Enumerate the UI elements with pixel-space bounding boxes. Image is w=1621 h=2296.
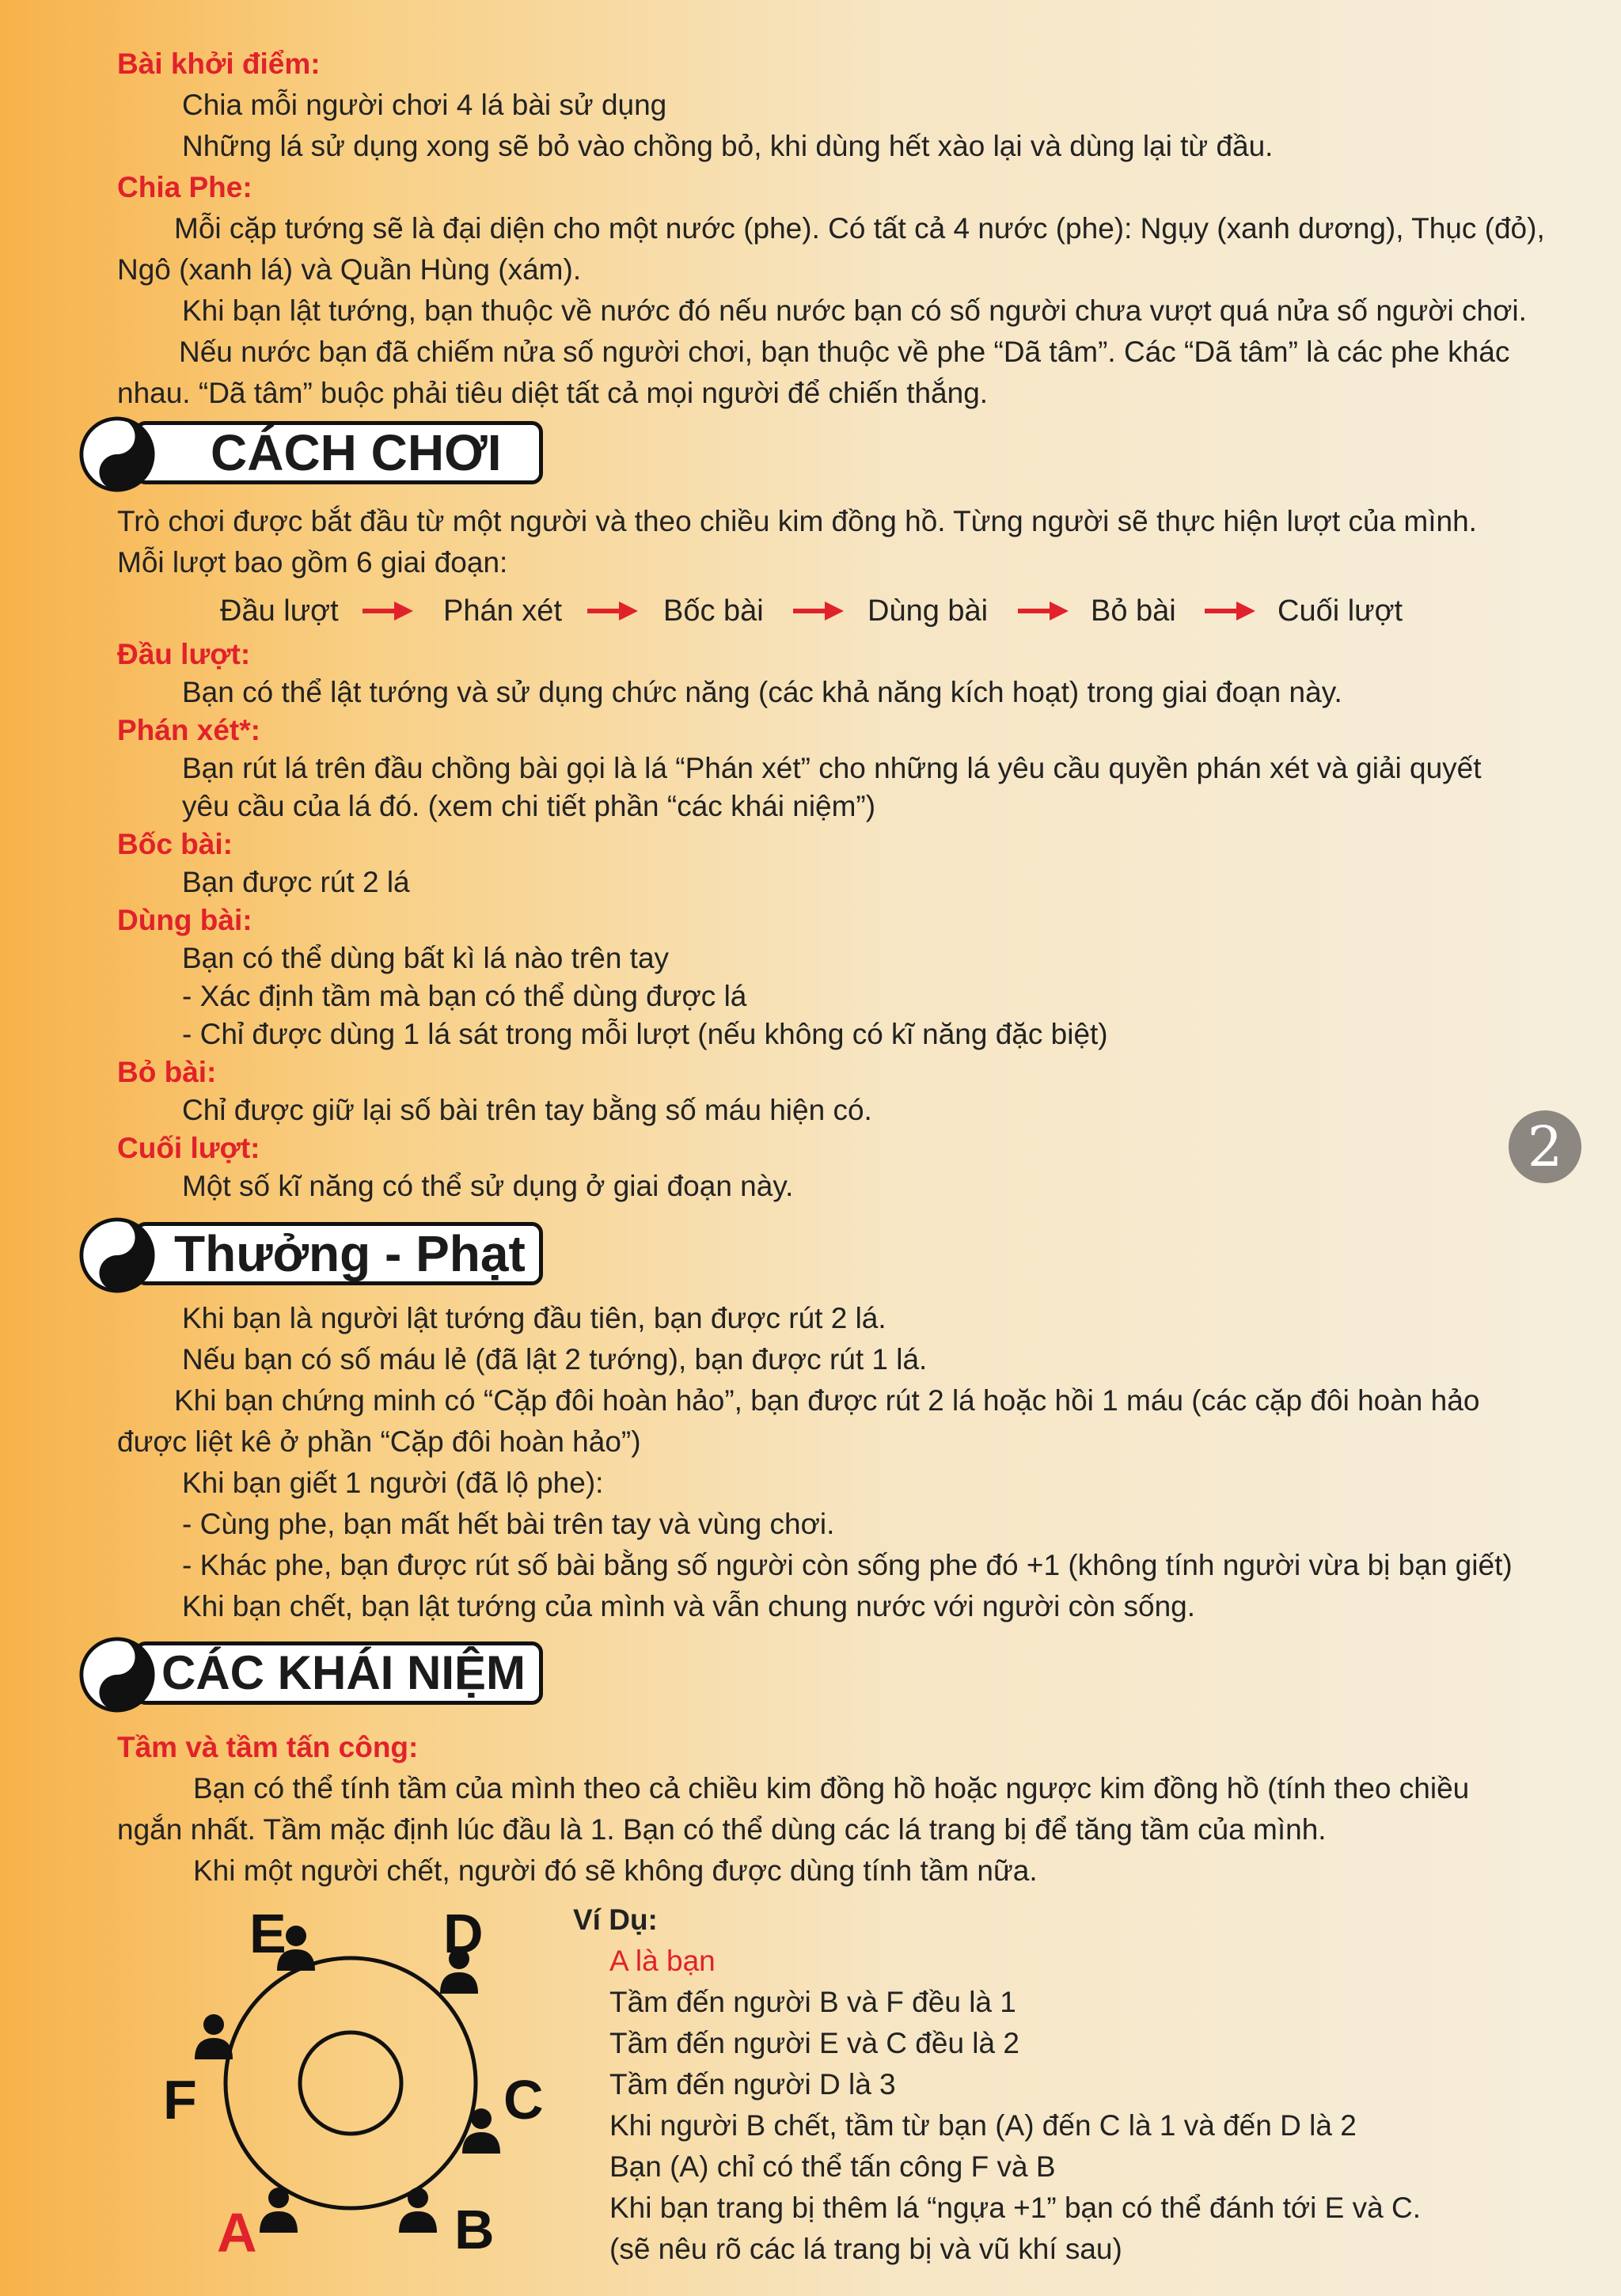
arrow-right-icon <box>1018 602 1069 620</box>
range-p1a: Bạn có thể tính tầm của mình theo cả chiều kim đồng hồ hoặc ngược kim đồng hồ (tính theo chiều <box>193 1772 1470 1805</box>
section-header-concepts <box>79 1637 543 1710</box>
start-line-2: Những lá sử dụng xong sẽ bỏ vào chồng bỏ, khi dùng hết xào lại và dùng lại từ đầu. <box>182 130 1274 162</box>
page-number-badge: 2 <box>1509 1110 1581 1183</box>
reward-penalty-section <box>117 1298 1574 1627</box>
inner-ring <box>300 2032 401 2134</box>
yin-yang-icon <box>79 1637 155 1713</box>
teams-p3a: Nếu nước bạn đã chiếm nửa số người chơi, bạn thuộc về phe “Dã tâm”. Các “Dã tâm” là các phe khác <box>179 336 1510 368</box>
example-line-1: A là bạn <box>609 1945 716 1977</box>
reward-line-3a: Khi bạn chứng minh có “Cặp đôi hoàn hảo”, bạn được rút 2 lá hoặc hồi 1 máu (các cặp đôi hoàn hảo <box>174 1384 1480 1417</box>
teams-p1a: Mỗi cặp tướng sẽ là đại diện cho một nước (phe). Có tất cả 4 nước (phe): Ngụy (xanh dương), Thục (đỏ), <box>174 212 1545 245</box>
player-label-c: C <box>503 2069 544 2131</box>
teams-p3b: nhau. “Dã tâm” buộc phải tiêu diệt tất cả mọi người để chiến thắng. <box>117 377 989 409</box>
teams-p2: Khi bạn lật tướng, bạn thuộc về nước đó nếu nước bạn có số người chưa vượt quá nửa số người chơi. <box>182 294 1527 327</box>
flow-step-6: Cuối lượt <box>1277 594 1403 628</box>
phase-discard-text: Chỉ được giữ lại số bài trên tay bằng số máu hiện có. <box>182 1094 872 1126</box>
reward-line-6: - Khác phe, bạn được rút số bài bằng số người còn sống phe đó +1 (không tính người vừa bị bạn giết) <box>182 1549 1513 1581</box>
phase-judgement-text-2: yêu cầu của lá đó. (xem chi tiết phần “các khái niệm”) <box>182 790 876 822</box>
setup-section <box>117 44 1574 414</box>
phase-start-label: Đầu lượt: <box>117 638 251 670</box>
section-title-how-to-play: CÁCH CHƠI <box>211 424 502 481</box>
flow-step-3: Bốc bài <box>663 594 764 628</box>
phase-draw-label: Bốc bài: <box>117 828 233 860</box>
how-to-play-intro <box>117 501 1574 583</box>
player-label-d: D <box>443 1903 484 1964</box>
player-label-b: B <box>454 2199 495 2260</box>
example-section <box>573 1899 1421 2270</box>
example-line-4: Tầm đến người D là 3 <box>609 2068 896 2101</box>
phase-play-text-1: Bạn có thể dùng bất kì lá nào trên tay <box>182 942 670 974</box>
phase-flow <box>0 587 1621 635</box>
phase-end-text: Một số kĩ năng có thể sử dụng ở giai đoạn này. <box>182 1170 794 1202</box>
arrow-right-icon <box>363 602 413 620</box>
arrow-right-icon <box>587 602 638 620</box>
flow-step-1: Đầu lượt <box>220 594 339 628</box>
flow-step-5: Bỏ bài <box>1091 594 1176 628</box>
example-heading: Ví Dụ: <box>573 1903 658 1936</box>
concepts-section <box>117 1727 1574 1892</box>
range-label: Tầm và tầm tấn công: <box>117 1731 419 1763</box>
phase-end-label: Cuối lượt: <box>117 1132 260 1164</box>
phases-section <box>117 636 1574 1205</box>
player-label-e: E <box>249 1903 287 1964</box>
phase-judgement-text-1: Bạn rút lá trên đầu chồng bài gọi là lá “Phán xét” cho những lá yêu cầu quyền phán xét và giải quyết <box>182 752 1482 784</box>
teams-label: Chia Phe: <box>117 171 252 203</box>
reward-line-3b: được liệt kê ở phần “Cặp đôi hoàn hảo”) <box>117 1425 641 1458</box>
section-header-reward-penalty <box>79 1217 543 1290</box>
section-title-reward-penalty: Thưởng - Phạt <box>174 1225 526 1282</box>
reward-line-5: - Cùng phe, bạn mất hết bài trên tay và vùng chơi. <box>182 1508 835 1540</box>
reward-line-2: Nếu bạn có số máu lẻ (đã lật 2 tướng), bạn được rút 1 lá. <box>182 1343 928 1376</box>
outer-ring <box>226 1958 476 2208</box>
player-icon <box>195 2014 233 2059</box>
phase-judgement-label: Phán xét*: <box>117 714 260 746</box>
reward-line-4: Khi bạn giết 1 người (đã lộ phe): <box>182 1467 604 1499</box>
section-title-concepts: CÁC KHÁI NIỆM <box>161 1646 526 1699</box>
reward-line-1: Khi bạn là người lật tướng đầu tiên, bạn được rút 2 lá. <box>182 1302 886 1334</box>
example-line-8: (sẽ nêu rõ các lá trang bị và vũ khí sau) <box>609 2233 1122 2265</box>
teams-p1b: Ngô (xanh lá) và Quần Hùng (xám). <box>117 253 582 286</box>
player-label-a: A <box>217 2202 257 2260</box>
yin-yang-icon <box>79 1217 155 1293</box>
section-header-how-to-play <box>79 416 543 489</box>
range-diagram <box>158 1896 570 2260</box>
yin-yang-icon <box>79 416 155 492</box>
example-line-7: Khi bạn trang bị thêm lá “ngựa +1” bạn có thể đánh tới E và C. <box>609 2192 1421 2224</box>
player-label-f: F <box>163 2069 197 2131</box>
flow-step-4: Dùng bài <box>867 594 989 628</box>
phase-draw-text: Bạn được rút 2 lá <box>182 866 410 898</box>
example-line-3: Tầm đến người E và C đều là 2 <box>609 2027 1019 2059</box>
intro-line-1: Trò chơi được bắt đầu từ một người và theo chiều kim đồng hồ. Từng người sẽ thực hiện lượt của mình. <box>117 505 1477 537</box>
start-line-1: Chia mỗi người chơi 4 lá bài sử dụng <box>182 89 667 121</box>
phase-play-label: Dùng bài: <box>117 904 252 936</box>
range-p1b: ngắn nhất. Tầm mặc định lúc đầu là 1. Bạn có thể dùng các lá trang bị để tăng tầm của mình. <box>117 1813 1327 1846</box>
phase-play-text-3: - Chỉ được dùng 1 lá sát trong mỗi lượt (nếu không có kĩ năng đặc biệt) <box>182 1018 1108 1050</box>
example-line-2: Tầm đến người B và F đều là 1 <box>609 1986 1016 2018</box>
phase-discard-label: Bỏ bài: <box>117 1056 217 1088</box>
flow-step-2: Phán xét <box>443 594 562 628</box>
intro-line-2: Mỗi lượt bao gồm 6 giai đoạn: <box>117 546 508 579</box>
example-line-5: Khi người B chết, tầm từ bạn (A) đến C là 1 và đến D là 2 <box>609 2109 1357 2142</box>
start-label: Bài khởi điểm: <box>117 47 321 80</box>
arrow-right-icon <box>1205 602 1255 620</box>
reward-line-7: Khi bạn chết, bạn lật tướng của mình và vẫn chung nước với người còn sống. <box>182 1590 1196 1622</box>
phase-play-text-2: - Xác định tầm mà bạn có thể dùng được lá <box>182 980 747 1012</box>
range-p2: Khi một người chết, người đó sẽ không được dùng tính tầm nữa. <box>193 1854 1038 1887</box>
arrow-right-icon <box>793 602 844 620</box>
phase-start-text: Bạn có thể lật tướng và sử dụng chức năng (các khả năng kích hoạt) trong giai đoạn này. <box>182 676 1342 708</box>
example-line-6: Bạn (A) chỉ có thể tấn công F và B <box>609 2150 1056 2183</box>
